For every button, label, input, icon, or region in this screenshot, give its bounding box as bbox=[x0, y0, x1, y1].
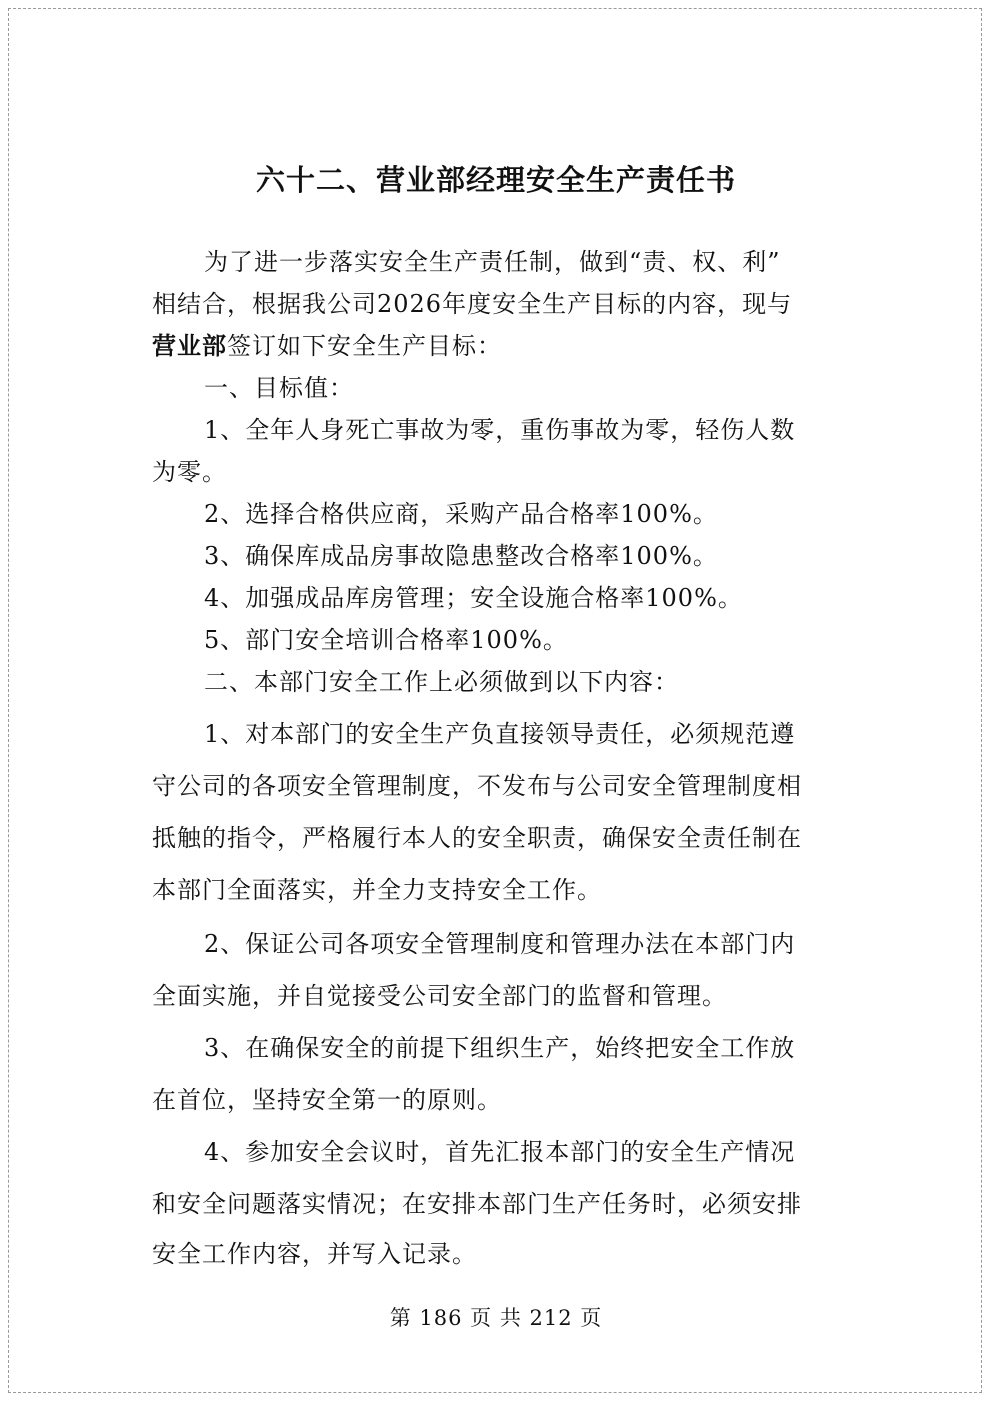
document-title: 六十二、营业部经理安全生产责任书 bbox=[255, 163, 736, 197]
section2-item2-line1: 2、保证公司各项安全管理制度和管理办法在本部门内 bbox=[204, 930, 796, 958]
section1-item1-line1: 1、全年人身死亡事故为零，重伤事故为零，轻伤人数 bbox=[204, 416, 796, 444]
section1-item2: 2、选择合格供应商，采购产品合格率100%。 bbox=[204, 500, 718, 528]
intro-line-3 bbox=[152, 328, 502, 364]
section2-item1-line3: 抵触的指令，严格履行本人的安全职责，确保安全责任制在 bbox=[152, 824, 802, 852]
intro-line-2: 相结合，根据我公司2026年度安全生产目标的内容，现与 bbox=[152, 290, 793, 318]
section2-item4-line3: 安全工作内容，并写入记录。 bbox=[152, 1240, 477, 1268]
section1-item5: 5、部门安全培训合格率100%。 bbox=[204, 626, 568, 654]
section1-item1-line2: 为零。 bbox=[152, 458, 227, 486]
intro-line-3-rest: 签订如下安全生产目标： bbox=[227, 332, 502, 360]
section2-item1-line2: 守公司的各项安全管理制度，不发布与公司安全管理制度相 bbox=[152, 772, 802, 800]
section2-heading: 二、本部门安全工作上必须做到以下内容： bbox=[204, 668, 679, 696]
section2-item4-line1: 4、参加安全会议时，首先汇报本部门的安全生产情况 bbox=[204, 1138, 796, 1166]
section2-item1-line1: 1、对本部门的安全生产负直接领导责任，必须规范遵 bbox=[204, 720, 796, 748]
section2-item3-line1: 3、在确保安全的前提下组织生产，始终把安全工作放 bbox=[204, 1034, 796, 1062]
section1-heading: 一、目标值： bbox=[204, 374, 354, 402]
intro-line-1: 为了进一步落实安全生产责任制，做到“责、权、利” bbox=[204, 248, 781, 276]
department-name: 营业部 bbox=[152, 331, 227, 360]
section2-item3-line2: 在首位，坚持安全第一的原则。 bbox=[152, 1086, 502, 1114]
page-number-footer: 第 186 页 共 212 页 bbox=[389, 1306, 603, 1330]
section2-item2-line2: 全面实施，并自觉接受公司安全部门的监督和管理。 bbox=[152, 982, 727, 1010]
section2-item1-line4: 本部门全面落实，并全力支持安全工作。 bbox=[152, 876, 602, 904]
section1-item4: 4、加强成品库房管理；安全设施合格率100%。 bbox=[204, 584, 743, 612]
section1-item3: 3、确保库成品房事故隐患整改合格率100%。 bbox=[204, 542, 718, 570]
section2-item4-line2: 和安全问题落实情况；在安排本部门生产任务时，必须安排 bbox=[152, 1190, 802, 1218]
